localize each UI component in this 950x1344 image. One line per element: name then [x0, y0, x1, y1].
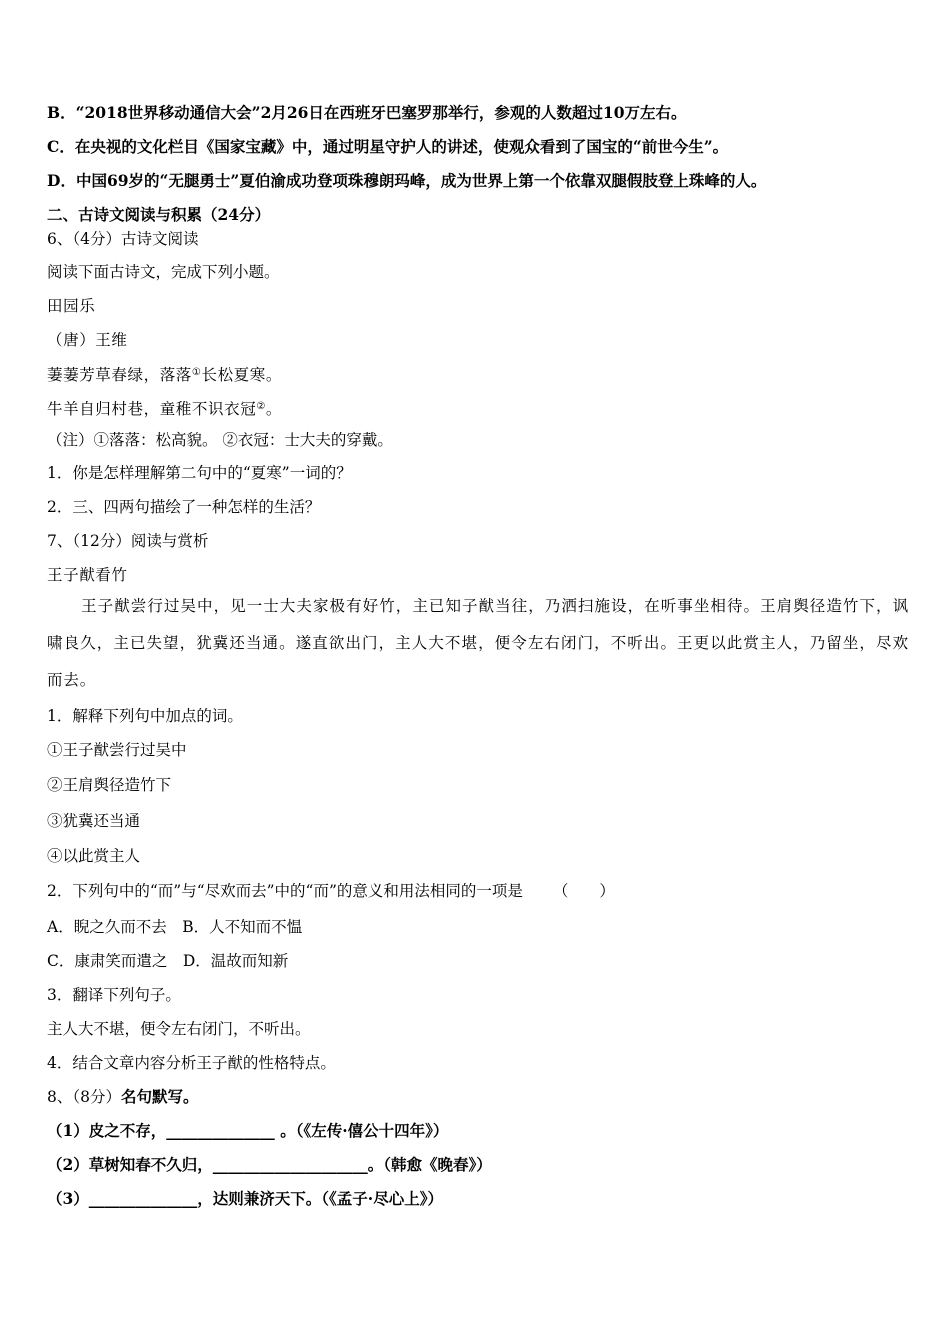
answer-blank: （ ）	[552, 882, 615, 900]
q6-sub2: 2．三、四两句描绘了一种怎样的生活？	[47, 498, 321, 516]
fill-blank: ____________________	[212, 1155, 368, 1174]
q7-item-1: ①王子猷尝行过吴中	[47, 741, 187, 759]
q7-sub4: 4．结合文章内容分析王子猷的性格特点。	[47, 1054, 336, 1072]
footnote-marker: ①	[191, 367, 202, 378]
q7-sub3: 3．翻译下列句子。	[47, 986, 181, 1004]
poem-author: （唐）王维	[47, 331, 128, 349]
q6-sub1: 1．你是怎样理解第二句中的“夏寒”一词的？	[47, 464, 352, 482]
passage-title: 王子猷看竹	[47, 566, 128, 584]
poem-line-1: 萋萋芳草春绿，落落①长松夏寒。	[47, 366, 282, 384]
q7-sub1: 1．解释下列句中加点的词。	[47, 707, 243, 725]
q7-sentence: 主人大不堪，便令左右闭门，不听出。	[47, 1020, 311, 1038]
poem-notes: （注）①落落：松高貌。 ②衣冠：士大夫的穿戴。	[47, 431, 393, 449]
q8-line-2: （2）草树知春不久归，____________________。（韩愈《晚春》）	[47, 1155, 492, 1174]
fill-blank: ______________	[88, 1189, 198, 1208]
option-b: B．“2018世界移动通信大会”2月26日在西班牙巴塞罗那举行，参观的人数超过10万左右。	[47, 103, 687, 122]
q8-line-3: （3）______________，达则兼济天下。（《孟子·尽心上》）	[47, 1189, 443, 1208]
q8-title: 8、（8分）名句默写。	[47, 1087, 199, 1106]
q7-item-2: ②王肩舆径造竹下	[47, 776, 172, 794]
option-d: D．中国69岁的“无腿勇士”夏伯渝成功登项珠穆朗玛峰，成为世界上第一个依靠双腿假肢登上珠峰的人。	[47, 171, 767, 190]
q6-instruction: 阅读下面古诗文，完成下列小题。	[47, 263, 280, 281]
q7-choices-row1: A．睨之久而不去 B．人不知而不愠	[47, 918, 303, 936]
footnote-marker: ②	[256, 401, 266, 412]
poem-line-2: 牛羊自归村巷，童稚不识衣冠②。	[47, 400, 282, 418]
poem-title: 田园乐	[47, 297, 96, 315]
q7-item-4: ④以此赏主人	[47, 847, 141, 865]
option-c: C．在央视的文化栏目《国家宝藏》中，通过明星守护人的讲述，使观众看到了国宝的“前世今生”。	[47, 137, 729, 156]
fill-blank: ______________	[166, 1121, 275, 1140]
q6-title: 6、（4分）古诗文阅读	[47, 230, 199, 248]
q7-item-3: ③犹冀还当通	[47, 812, 141, 830]
q7-choices-row2: C．康肃笑而遣之 D．温故而知新	[47, 952, 289, 970]
passage-text: 王子猷尝行过吴中，见一士大夫家极有好竹，主已知子猷当往，乃洒扫施设，在听事坐相待。王肩舆径造竹下，讽啸良久，主已失望，犹冀还当通。遂直欲出门，主人大不堪，便令左右闭门，不听出。王更以此赏主人，乃留坐，尽欢而去。	[47, 597, 909, 689]
q7-sub2: 2．下列句中的“而”与“尽欢而去”中的“而”的意义和用法相同的一项是 （ ）	[47, 882, 615, 900]
q8-line-1: （1）皮之不存，______________ 。（《左传·僖公十四年》）	[47, 1121, 449, 1140]
section-heading: 二、古诗文阅读与积累（24分）	[47, 205, 271, 224]
q7-title: 7、（12分）阅读与赏析	[47, 532, 209, 550]
